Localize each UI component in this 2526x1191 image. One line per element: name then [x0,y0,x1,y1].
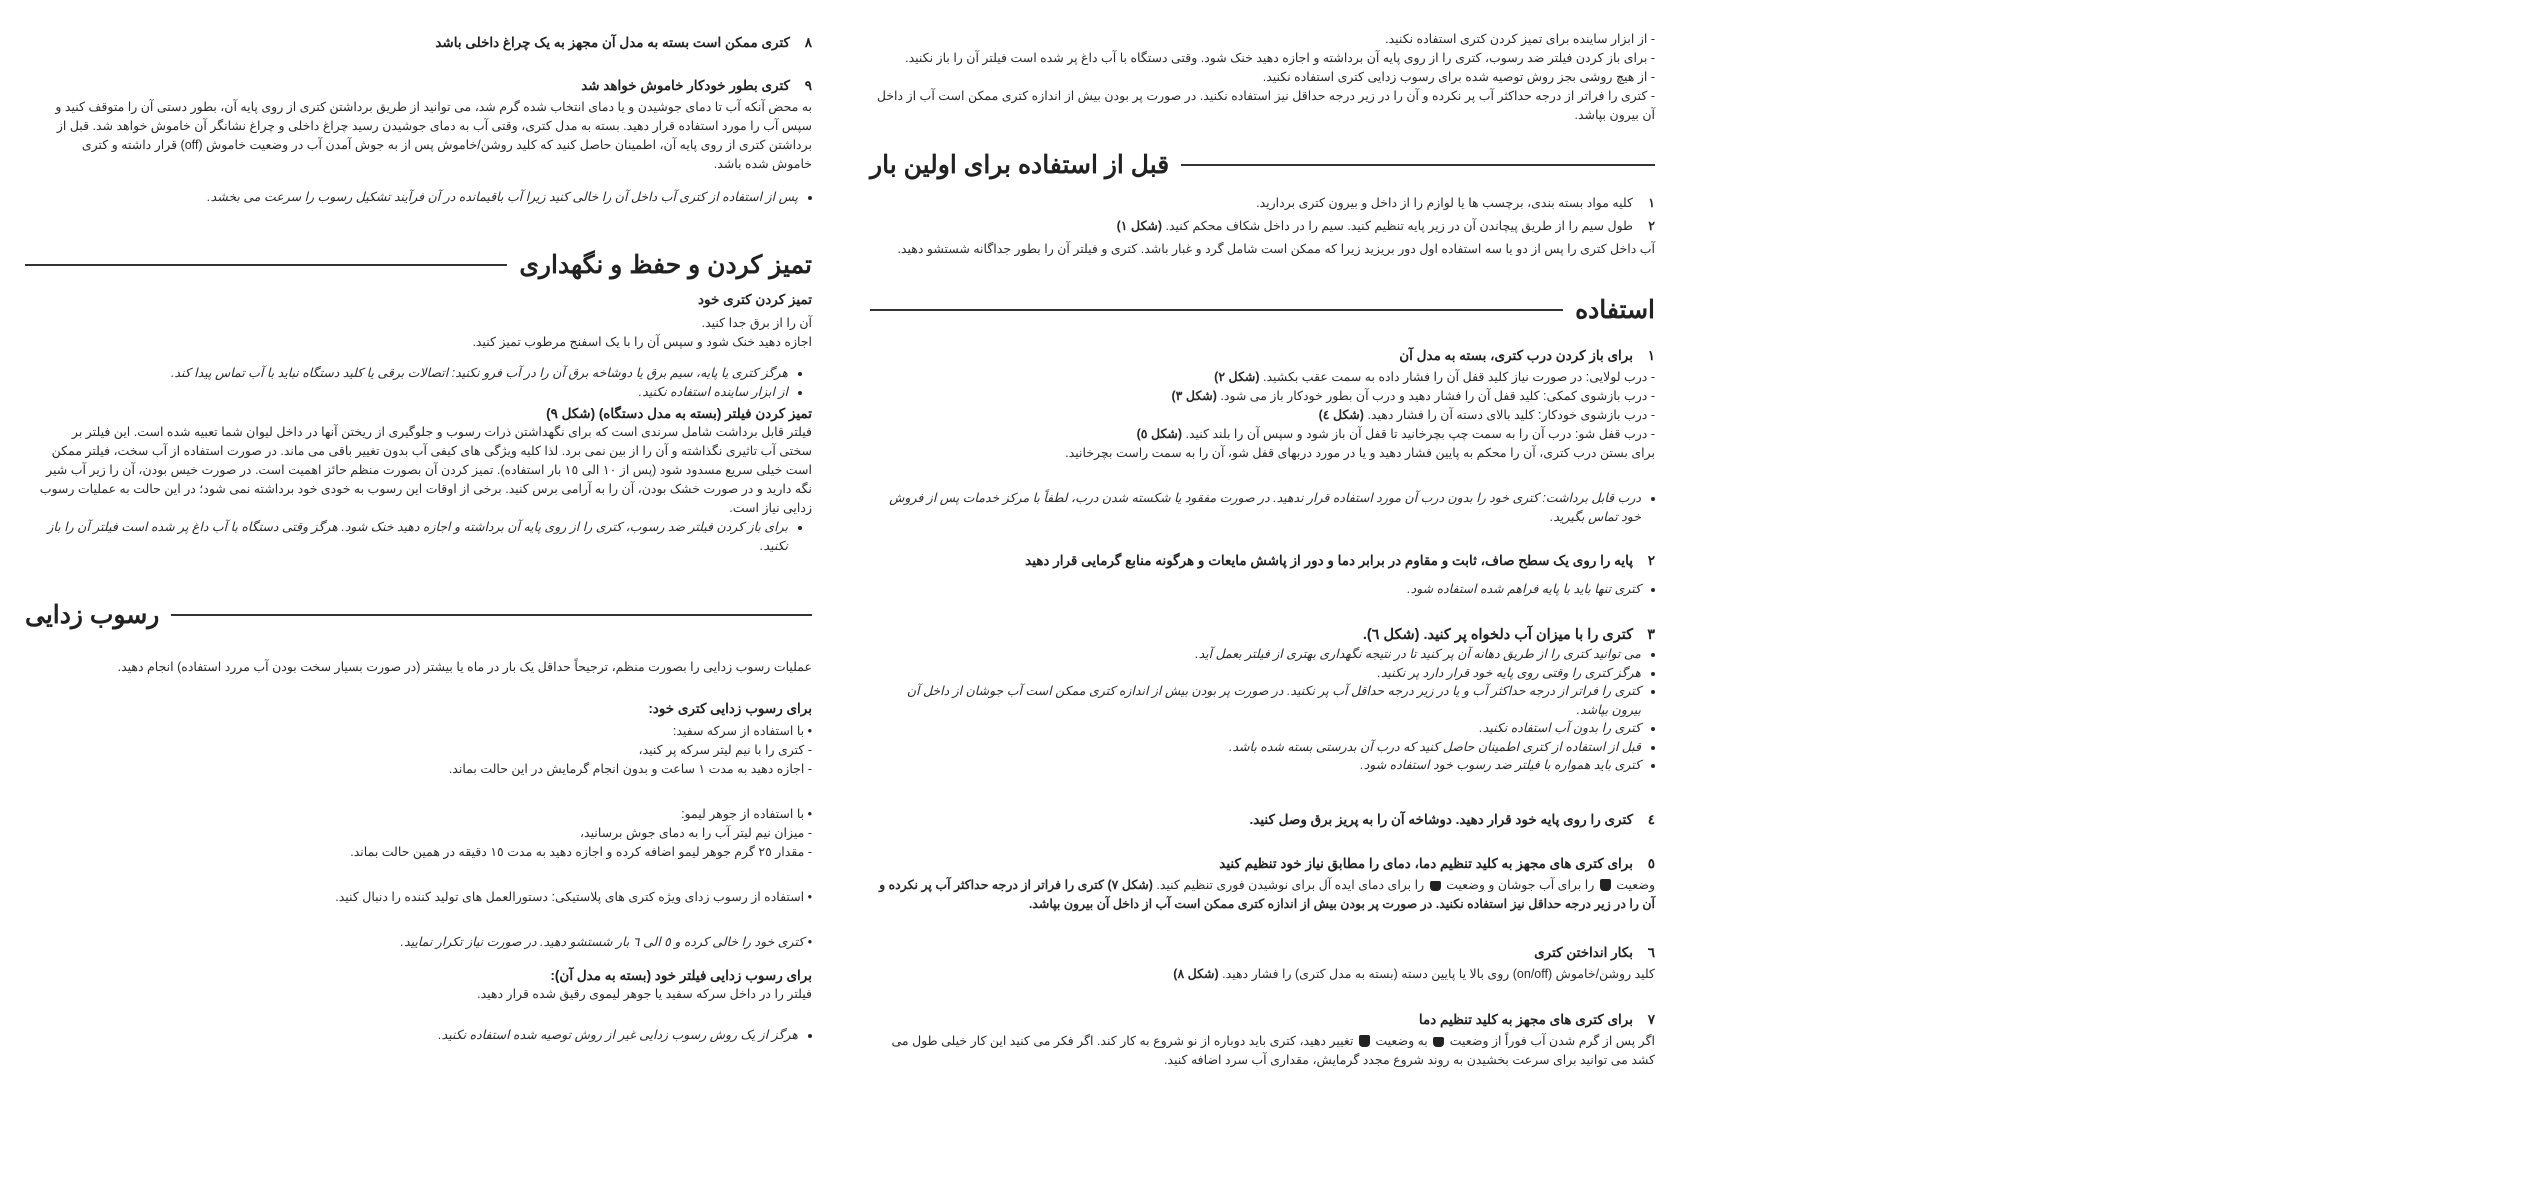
text-part: به وضعیت [1375,1034,1428,1048]
step-text: به محض آنکه آب تا دمای جوشیدن و یا دمای انتخاب شده گرم شد، می توانید از طریق برداشتن کتری از روی پایه آن، بطور دستی آن را متوقف کنید و سپس آب را مورد استفاده قرار دهید. بسته به مدل کتری، وقتی آب به دمای جوشیدن رسید چراغ داخلی و چراغ نشانگر آن خاموش خواهد شد. قبل از برداشتن کتری از روی پایه آن، اطمینان حاصل کنید که کلید روشن/خاموش پس از به جوش آمدن آب در وضعیت خاموش (off) قرار داشته و کتری خاموش شده باشد. [55,100,812,171]
note-bullet: • پس از استفاده از کتری آب داخل آن را خالی کنید زیرا آب باقیمانده در آن فرآیند تشکیل رسوب را سرعت می بخشد. [25,188,798,207]
figure-ref: (شکل ۷) [1107,878,1153,892]
lid-text: - درب بازشوی کمکی: کلید قفل آن را فشار دهید و درب آن بطور خودکار باز می شود. [1220,389,1655,403]
step-number: ٤ [1647,812,1655,827]
figure-ref: (شکل ۳) [1171,389,1217,403]
note-bullet: • درب قابل برداشت: کتری خود را بدون درب آن مورد استفاده قرار ندهید. در صورت مفقود یا شکسته شدن درب، لطفاً با مرکز خدمات پس از فروش خود تماس بگیرید. [870,489,1641,527]
cleaning-line: اجازه دهید خنک شود و سپس آن را با یک اسفنج مرطوب تمیز کنید. [472,335,812,349]
step-text: کلیه مواد بسته بندی، برچسب ها یا لوازم را از داخل و بیرون کتری بردارید. [1256,196,1633,210]
drinking-mode-icon [1433,1037,1444,1047]
section-heading-first-use [870,150,1655,180]
note-bullet: • از ابزار ساینده استفاده نکنید. [25,383,788,402]
step-title: بکار انداختن کتری [1534,945,1633,960]
method-line: • با استفاده از سرکه سفید: [672,724,812,738]
note-bullet: • هرگز کتری را وقتی روی پایه خود قرار دارد پر نکنید. [881,664,1641,683]
figure-ref: (شکل ۱) [1116,219,1162,233]
usage-step-7 [870,1010,1655,1070]
heading-text: تمیز کردن و حفظ و نگهداری [519,251,812,279]
usage-step-1 [870,346,1655,527]
cleaning-line: آن را از برق جدا کنید. [701,316,812,330]
note-bullet: • برای باز کردن فیلتر ضد رسوب، کتری را از روی پایه آن برداشته و اجازه دهید خنک شود. هرگز وقتی دستگاه با آب داغ پر شده است فیلتر آن را باز نکنید. [38,518,788,556]
heading-rule [171,614,812,616]
note-bullet: • می توانید کتری را از طریق دهانه آن پر کنید تا در نتیجه نگهداری بهتری از فیلتر بعمل آید. [881,645,1641,664]
figure-ref: (شکل ۸) [1173,967,1219,981]
lid-text: - درب قفل شو: درب آن را به سمت چپ بچرخانید تا قفل آن باز شود و سپس آن را بلند کنید. [1185,427,1655,441]
warning-line: - از هیچ روشی بجز روش توصیه شده برای رسوب زدایی کتری استفاده نکنید. [1262,70,1655,84]
lid-line [870,368,1655,387]
subheading: تمیز کردن کتری خود [698,292,812,307]
warning-line: - برای باز کردن فیلتر ضد رسوب، کتری را از روی پایه آن برداشته و اجازه دهید خنک شود. وقتی دستگاه با آب داغ پر شده است فیلتر آن را باز نکنید. [905,51,1655,65]
boiling-mode-icon [1600,879,1611,891]
heading-text: استفاده [1575,296,1655,324]
step-number: ۱ [1647,348,1655,363]
step-text: کلید روشن/خاموش (on/off) روی بالا یا پایین دسته (بسته به مدل کتری) را فشار دهید. [1222,967,1655,981]
method-line: - اجازه دهید به مدت ۱ ساعت و بدون انجام گرمایش در این حالت بماند. [448,762,812,776]
step-title: برای کتری های مجهز به کلید تنظیم دما [1418,1012,1633,1027]
usage-step-3 [870,626,1655,775]
step-number: ۸ [804,35,812,50]
step-title: کتری ممکن است بسته به مدل آن مجهز به یک چراغ داخلی باشد [435,35,790,50]
warning-bold: کتری را فراتر از درجه حداکثر آب پر نکرده و آن را در زیر درجه حداقل نیز استفاده نکنید. در صورت پر بودن بیش از اندازه کتری ممکن است آب از داخل آن بیرون بپاشد. [879,878,1655,911]
method-line: • استفاده از رسوب زدای ویژه کتری های پلاستیکی: دستورالعمل های تولید کننده را دنبال کنید. [335,890,812,904]
figure-ref: (شکل ۲) [1214,370,1260,384]
subheading: تمیز کردن فیلتر (بسته به مدل دستگاه) (شکل ۹) [546,406,812,421]
method-line: • کتری خود را خالی کرده و ٥ الی ٦ بار شستشو دهید. در صورت نیاز تکرار نمایید. [400,935,812,949]
note-bullet: • قبل از استفاده از کتری اطمینان حاصل کنید که درب آن بدرستی بسته شده باشد. [881,738,1641,757]
method-line: • با استفاده از جوهر لیمو: [681,807,812,821]
subheading: برای رسوب زدایی فیلتر خود (بسته به مدل آن): [550,968,812,983]
figure-ref: (شکل ٥) [1136,427,1182,441]
descaling-section [25,658,812,1045]
text-part: تغییر دهید، کتری باید دوباره از نو شروع به کار کند. اگر فکر می کنید این کار خیلی طول می کشد می توانید برای سرعت بخشیدن به روند شروع مجدد گرمایش، مقداری آب سرد اضافه کنید. [891,1034,1655,1067]
lid-text: - درب لولایی: در صورت نیاز کلید قفل آن را فشار داده به سمت عقب بکشید. [1263,370,1655,384]
lid-line [870,425,1655,444]
heading-rule [870,309,1563,311]
method-line: - میزان نیم لیتر آب را به دمای جوش برسانید، [580,826,812,840]
step-title: کتری را با میزان آب دلخواه پر کنید. (شکل ٦). [1362,627,1633,643]
usage-step-5 [870,854,1655,914]
text-part: وضعیت [1616,878,1655,892]
warning-line: - کتری را فراتر از درجه حداکثر آب پر نکرده و آن را در زیر درجه حداقل نیز استفاده نکنید. در صورت پر بودن بیش از اندازه کتری ممکن است آب از داخل آن بیرون بپاشد. [876,89,1655,122]
step-number: ۷ [1647,1012,1655,1027]
method-line: - کتری را با نیم لیتر سرکه پر کنید، [638,743,812,757]
step-item [870,217,1655,236]
step-number: ۱ [1648,196,1655,210]
note-bullet: • کتری را بدون آب استفاده نکنید. [881,719,1641,738]
warning-line: - از ابزار ساینده برای تمیز کردن کتری استفاده نکنید. [1385,32,1655,46]
filter-text: فیلتر قابل برداشت شامل سرندی است که برای نگهداشتن ذرات رسوب و جلوگیری از ریختن آنها در داخل لیوان شما تعبیه شده است. این فیلتر بر سختی آب تاثیری نگذاشته و آن را از بین نمی برد. لذا کلیه ویژگی های کیفی آب بدون تغییر باقی می ماند. در صورت استفاده از آب سخت، فیلتر ممکن است خیلی سریع مسدود شود (پس از ۱۰ الی ۱٥ بار استفاده). تمیز کردن آن بصورت منظم حائز اهمیت است. در صورت خیس بودن، آن را زیر آب شیر نگه دارید و در صورت خشک بودن، آن را به آرامی برس کنید. برخی از اوقات این رسوب به خودی خود برداشته نمی شود؛ در این حالت به عملیات رسوب زدایی نیاز است. [39,425,812,515]
step-text: طول سیم را از طریق پیچاندن آن در زیر پایه تنظیم کنید. سیم را در داخل شکاف محکم کنید. [1165,219,1633,233]
descale-intro: عملیات رسوب زدایی را بصورت منظم، ترجیحاً حداقل یک بار در ماه یا بیشتر (در صورت بسیار سخت بودن آب مررد استفاده) انجام دهید. [117,660,812,674]
lid-text: - درب بازشوی خودکار: کلید بالای دسته آن را فشار دهید. [1367,408,1655,422]
step-item [870,194,1655,213]
text-part: اگر پس از گرم شدن آب فوراً از وضعیت [1449,1034,1655,1048]
step-title: کتری بطور خودکار خاموش خواهد شد [581,78,790,93]
drinking-mode-icon [1430,881,1441,891]
usage-step-2 [870,551,1655,599]
step-title: کتری را روی پایه خود قرار دهید. دوشاخه آن را به پریز برق وصل کنید. [1249,812,1633,827]
text-part: را برای دمای ایده آل برای نوشیدن فوری تنظیم کنید. [1156,878,1425,892]
step-number: ۹ [804,78,812,93]
usage-step-9 [25,76,812,207]
step-number: ٦ [1647,945,1655,960]
usage-step-4 [870,810,1655,829]
usage-step-6 [870,943,1655,984]
heading-text: رسوب زدایی [25,601,160,629]
filter-line: فیلتر را در داخل سرکه سفید یا جوهر لیموی رقیق شده قرار دهید. [477,987,812,1001]
figure-ref: (شکل ٤) [1318,408,1364,422]
warnings-list [870,30,1655,125]
step-title: برای کتری های مجهز به کلید تنظیم دما، دمای را مطابق نیاز خود تنظیم کنید [1219,856,1633,871]
section-heading-usage [870,295,1655,325]
note-bullet: • هرگز از یک روش رسوب زدایی غیر از روش توصیه شده استفاده نکنید. [25,1026,798,1045]
step-number: ۲ [1648,219,1655,233]
first-use-steps [870,194,1655,259]
cleaning-section [25,290,812,556]
heading-rule [25,264,507,266]
lid-line: برای بستن درب کتری، آن را محکم به پایین فشار دهید و یا در مورد دربهای قفل شو، آن را به سمت راست بچرخانید. [1065,446,1655,460]
note-bullet: • کتری را فراتر از درجه حداکثر آب و یا در زیر درجه حداقل آب پر نکنید. در صورت پر بودن بیش از اندازه کتری ممکن است آب جوشان از داخل آن بیرون بپاشد. [881,682,1641,719]
section-heading-cleaning [25,250,812,280]
heading-rule [1181,164,1655,166]
usage-step-8 [25,33,812,52]
note-bullet: • کتری باید همواره با فیلتر ضد رسوب خود استفاده شود. [881,756,1641,775]
section-heading-descaling [25,600,812,630]
subheading: برای رسوب زدایی کتری خود: [648,701,812,716]
boiling-mode-icon [1359,1035,1370,1047]
step-title: پایه را روی یک سطح صاف، ثابت و مقاوم در برابر دما و دور از پاشش مایعات و هرگونه منابع گرمایی قرار دهید [1025,553,1633,568]
note-bullet: • هرگز کتری یا پایه، سیم برق یا دوشاخه برق آن را در آب فرو نکنید: اتصالات برقی یا کلید دستگاه نباید با آب تماس پیدا کند. [25,364,788,383]
text-part: را برای آب جوشان و وضعیت [1446,878,1595,892]
step-number: ۳ [1647,627,1655,643]
step-5-text [870,876,1655,914]
lid-line [870,406,1655,425]
note-bullet: • کتری تنها باید با پایه فراهم شده استفاده شود. [870,580,1641,599]
method-line: - مقدار ۲٥ گرم جوهر لیمو اضافه کرده و اجازه دهید به مدت ۱٥ دقیقه در همین حالت بماند. [350,845,812,859]
step-title: برای باز کردن درب کتری، بسته به مدل آن [1399,348,1633,363]
first-use-note: آب داخل کتری را پس از دو یا سه استفاده اول دور بریزید زیرا که ممکن است شامل گرد و غبار باشد. کتری و فیلتر آن را بطور جداگانه شستشو دهید. [897,242,1655,256]
step-number: ٥ [1647,856,1655,871]
step-number: ۲ [1647,553,1655,568]
heading-text: قبل از استفاده برای اولین بار [870,151,1170,179]
lid-line [870,387,1655,406]
